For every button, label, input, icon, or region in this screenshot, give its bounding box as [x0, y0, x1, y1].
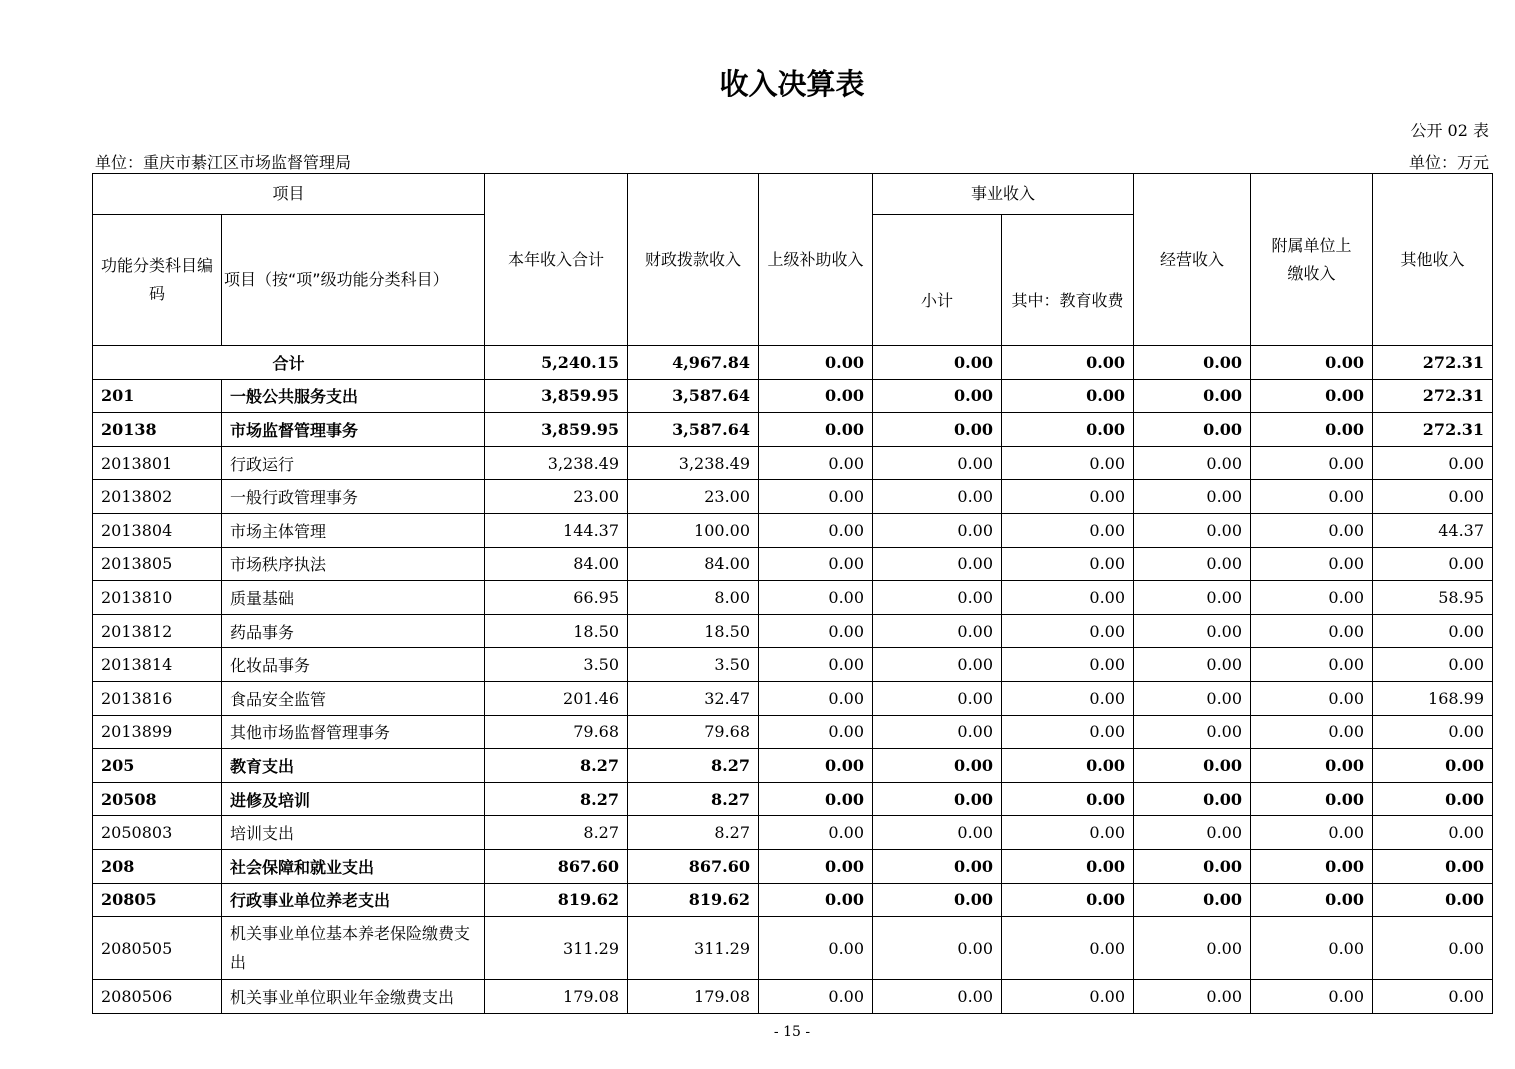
row-value: 32.47	[628, 681, 759, 715]
total-cell: 0.00	[1134, 346, 1251, 380]
row-value: 0.00	[1134, 614, 1251, 648]
row-value: 8.27	[485, 749, 628, 783]
row-name: 其他市场监督管理事务	[222, 715, 485, 749]
header-edu-fee: 其中：教育收费	[1002, 215, 1134, 346]
row-value: 0.00	[873, 980, 1002, 1014]
table-row	[93, 413, 1493, 447]
row-value: 0.00	[1373, 917, 1493, 980]
row-value: 0.00	[1373, 883, 1493, 917]
header-item-group: 项目	[93, 174, 485, 215]
row-value: 0.00	[1002, 980, 1134, 1014]
row-value: 272.31	[1373, 379, 1493, 413]
row-value: 0.00	[1002, 413, 1134, 447]
row-value: 0.00	[759, 980, 873, 1014]
row-value: 0.00	[1134, 513, 1251, 547]
row-value: 0.00	[1002, 379, 1134, 413]
row-value: 0.00	[1251, 446, 1373, 480]
row-value: 0.00	[1373, 715, 1493, 749]
header-superior: 上级补助收入	[759, 174, 873, 346]
row-value: 0.00	[759, 648, 873, 682]
row-value: 0.00	[873, 446, 1002, 480]
row-value: 8.27	[628, 782, 759, 816]
header-name: 项目（按“项”级功能分类科目）	[222, 215, 485, 346]
row-name: 化妆品事务	[222, 648, 485, 682]
row-value: 168.99	[1373, 681, 1493, 715]
row-value: 3,859.95	[485, 379, 628, 413]
total-cell: 272.31	[1373, 346, 1493, 380]
row-value: 0.00	[759, 581, 873, 615]
row-value: 0.00	[1002, 849, 1134, 883]
row-value: 0.00	[1134, 883, 1251, 917]
row-value: 0.00	[1134, 480, 1251, 514]
row-value: 0.00	[1134, 413, 1251, 447]
header-affiliated: 附属单位上缴收入	[1251, 174, 1373, 346]
row-value: 0.00	[873, 480, 1002, 514]
row-value: 0.00	[1134, 816, 1251, 850]
row-value: 3.50	[628, 648, 759, 682]
row-value: 0.00	[1134, 379, 1251, 413]
row-name: 市场主体管理	[222, 513, 485, 547]
total-cell: 0.00	[1002, 346, 1134, 380]
row-code: 2050803	[93, 816, 222, 850]
row-value: 0.00	[1373, 980, 1493, 1014]
row-name: 机关事业单位职业年金缴费支出	[222, 980, 485, 1014]
row-value: 0.00	[873, 379, 1002, 413]
table-row	[93, 816, 1493, 850]
row-value: 23.00	[628, 480, 759, 514]
row-value: 0.00	[1002, 782, 1134, 816]
table-row	[93, 614, 1493, 648]
table-row	[93, 917, 1493, 980]
row-value: 311.29	[628, 917, 759, 980]
row-value: 0.00	[1134, 547, 1251, 581]
total-label: 合计	[93, 346, 485, 380]
row-value: 0.00	[1251, 980, 1373, 1014]
header-fiscal: 财政拨款收入	[628, 174, 759, 346]
row-value: 0.00	[759, 614, 873, 648]
row-name: 教育支出	[222, 749, 485, 783]
row-value: 0.00	[1134, 715, 1251, 749]
row-value: 0.00	[873, 513, 1002, 547]
row-value: 144.37	[485, 513, 628, 547]
row-value: 0.00	[1134, 980, 1251, 1014]
header-subtotal: 小计	[873, 215, 1002, 346]
income-table	[92, 173, 1493, 1014]
row-value: 0.00	[1002, 917, 1134, 980]
row-value: 79.68	[485, 715, 628, 749]
table-row	[93, 513, 1493, 547]
row-value: 23.00	[485, 480, 628, 514]
row-value: 100.00	[628, 513, 759, 547]
header-operating: 经营收入	[1134, 174, 1251, 346]
row-value: 0.00	[1002, 648, 1134, 682]
row-value: 84.00	[485, 547, 628, 581]
row-value: 0.00	[873, 614, 1002, 648]
row-value: 0.00	[1251, 614, 1373, 648]
table-row	[93, 379, 1493, 413]
row-value: 18.50	[628, 614, 759, 648]
row-code: 2013812	[93, 614, 222, 648]
row-code: 2013805	[93, 547, 222, 581]
row-value: 0.00	[873, 547, 1002, 581]
row-value: 179.08	[485, 980, 628, 1014]
row-value: 84.00	[628, 547, 759, 581]
row-code: 2013810	[93, 581, 222, 615]
row-name: 市场监督管理事务	[222, 413, 485, 447]
row-value: 0.00	[759, 715, 873, 749]
row-value: 0.00	[1373, 849, 1493, 883]
row-name: 一般公共服务支出	[222, 379, 485, 413]
row-value: 0.00	[1251, 379, 1373, 413]
row-value: 0.00	[873, 681, 1002, 715]
row-value: 0.00	[873, 782, 1002, 816]
row-code: 201	[93, 379, 222, 413]
row-value: 0.00	[1373, 614, 1493, 648]
row-name: 行政运行	[222, 446, 485, 480]
row-value: 8.27	[485, 816, 628, 850]
row-value: 0.00	[1373, 816, 1493, 850]
row-value: 0.00	[1251, 513, 1373, 547]
row-value: 0.00	[1002, 883, 1134, 917]
row-value: 0.00	[1002, 581, 1134, 615]
page-title: 收入决算表	[719, 67, 865, 101]
row-value: 66.95	[485, 581, 628, 615]
row-value: 8.00	[628, 581, 759, 615]
row-value: 0.00	[759, 883, 873, 917]
row-value: 0.00	[759, 413, 873, 447]
row-value: 0.00	[1373, 782, 1493, 816]
row-value: 0.00	[1251, 782, 1373, 816]
row-value: 179.08	[628, 980, 759, 1014]
row-value: 0.00	[1134, 917, 1251, 980]
row-value: 0.00	[759, 681, 873, 715]
table-row	[93, 581, 1493, 615]
table-row	[93, 446, 1493, 480]
table-row	[93, 749, 1493, 783]
row-value: 58.95	[1373, 581, 1493, 615]
row-value: 0.00	[1373, 547, 1493, 581]
row-value: 3,859.95	[485, 413, 628, 447]
row-code: 2080505	[93, 917, 222, 980]
row-value: 0.00	[873, 648, 1002, 682]
row-value: 272.31	[1373, 413, 1493, 447]
form-number: 公开 02 表	[1410, 121, 1489, 140]
row-value: 0.00	[1251, 648, 1373, 682]
row-code: 2013899	[93, 715, 222, 749]
header-total: 本年收入合计	[485, 174, 628, 346]
total-cell: 0.00	[873, 346, 1002, 380]
row-value: 0.00	[1002, 816, 1134, 850]
row-code: 20805	[93, 883, 222, 917]
row-value: 44.37	[1373, 513, 1493, 547]
row-name: 药品事务	[222, 614, 485, 648]
row-name: 一般行政管理事务	[222, 480, 485, 514]
row-value: 819.62	[485, 883, 628, 917]
row-value: 201.46	[485, 681, 628, 715]
row-value: 0.00	[1373, 749, 1493, 783]
row-value: 0.00	[873, 749, 1002, 783]
row-name: 行政事业单位养老支出	[222, 883, 485, 917]
table-row	[93, 782, 1493, 816]
table-body	[93, 346, 1493, 1014]
row-value: 0.00	[1134, 849, 1251, 883]
row-value: 0.00	[1251, 749, 1373, 783]
row-value: 0.00	[1002, 715, 1134, 749]
row-value: 0.00	[759, 446, 873, 480]
row-value: 0.00	[1002, 547, 1134, 581]
row-value: 0.00	[1134, 782, 1251, 816]
total-row	[93, 346, 1493, 380]
row-value: 0.00	[1134, 648, 1251, 682]
row-value: 0.00	[1251, 480, 1373, 514]
currency-unit: 单位：万元	[1408, 153, 1489, 172]
row-value: 0.00	[1251, 883, 1373, 917]
table-row	[93, 480, 1493, 514]
row-value: 0.00	[759, 547, 873, 581]
total-cell: 4,967.84	[628, 346, 759, 380]
table-row	[93, 715, 1493, 749]
row-value: 0.00	[1134, 581, 1251, 615]
header-code: 功能分类科目编码	[93, 215, 222, 346]
row-value: 8.27	[628, 816, 759, 850]
row-value: 0.00	[759, 816, 873, 850]
row-value: 3.50	[485, 648, 628, 682]
row-code: 2013804	[93, 513, 222, 547]
row-code: 20508	[93, 782, 222, 816]
row-value: 0.00	[873, 816, 1002, 850]
row-value: 0.00	[873, 917, 1002, 980]
row-code: 2013814	[93, 648, 222, 682]
row-value: 79.68	[628, 715, 759, 749]
row-value: 8.27	[628, 749, 759, 783]
row-value: 0.00	[1251, 681, 1373, 715]
row-code: 2080506	[93, 980, 222, 1014]
row-value: 0.00	[1251, 816, 1373, 850]
row-value: 0.00	[759, 379, 873, 413]
row-value: 311.29	[485, 917, 628, 980]
row-value: 0.00	[873, 413, 1002, 447]
row-name: 食品安全监管	[222, 681, 485, 715]
row-value: 0.00	[1251, 715, 1373, 749]
row-value: 0.00	[759, 513, 873, 547]
row-code: 208	[93, 849, 222, 883]
row-value: 0.00	[1002, 480, 1134, 514]
row-value: 3,238.49	[628, 446, 759, 480]
header-business-group: 事业收入	[873, 174, 1134, 215]
row-value: 0.00	[1251, 849, 1373, 883]
table-row	[93, 681, 1493, 715]
row-value: 0.00	[759, 849, 873, 883]
row-value: 0.00	[1002, 513, 1134, 547]
page-number: - 15 -	[773, 1024, 811, 1040]
header-other: 其他收入	[1373, 174, 1493, 346]
reporting-unit: 单位：重庆市綦江区市场监督管理局	[95, 153, 352, 172]
row-value: 0.00	[759, 782, 873, 816]
row-value: 0.00	[1134, 681, 1251, 715]
row-value: 0.00	[1373, 480, 1493, 514]
row-value: 0.00	[1251, 413, 1373, 447]
row-code: 2013801	[93, 446, 222, 480]
row-value: 18.50	[485, 614, 628, 648]
table-row	[93, 849, 1493, 883]
row-value: 0.00	[1002, 614, 1134, 648]
row-value: 0.00	[873, 849, 1002, 883]
row-value: 0.00	[1251, 547, 1373, 581]
row-name: 机关事业单位基本养老保险缴费支出	[222, 917, 485, 980]
row-value: 0.00	[873, 715, 1002, 749]
row-name: 进修及培训	[222, 782, 485, 816]
row-value: 0.00	[759, 749, 873, 783]
row-code: 2013802	[93, 480, 222, 514]
row-name: 社会保障和就业支出	[222, 849, 485, 883]
table-row	[93, 883, 1493, 917]
row-value: 3,587.64	[628, 413, 759, 447]
row-name: 质量基础	[222, 581, 485, 615]
row-code: 205	[93, 749, 222, 783]
total-cell: 5,240.15	[485, 346, 628, 380]
row-name: 市场秩序执法	[222, 547, 485, 581]
row-value: 0.00	[1251, 581, 1373, 615]
row-value: 0.00	[759, 480, 873, 514]
row-value: 0.00	[759, 917, 873, 980]
row-value: 819.62	[628, 883, 759, 917]
row-value: 0.00	[1002, 681, 1134, 715]
row-code: 2013816	[93, 681, 222, 715]
row-value: 0.00	[1373, 648, 1493, 682]
row-value: 0.00	[1002, 749, 1134, 783]
row-value: 3,587.64	[628, 379, 759, 413]
table-row	[93, 547, 1493, 581]
row-value: 0.00	[1373, 446, 1493, 480]
total-cell: 0.00	[759, 346, 873, 380]
row-code: 20138	[93, 413, 222, 447]
row-value: 0.00	[1134, 446, 1251, 480]
row-value: 0.00	[873, 883, 1002, 917]
table-row	[93, 648, 1493, 682]
row-value: 3,238.49	[485, 446, 628, 480]
table-row	[93, 980, 1493, 1014]
row-value: 0.00	[1002, 446, 1134, 480]
row-value: 867.60	[628, 849, 759, 883]
row-name: 培训支出	[222, 816, 485, 850]
row-value: 8.27	[485, 782, 628, 816]
total-cell: 0.00	[1251, 346, 1373, 380]
row-value: 0.00	[1251, 917, 1373, 980]
row-value: 867.60	[485, 849, 628, 883]
row-value: 0.00	[1134, 749, 1251, 783]
row-value: 0.00	[873, 581, 1002, 615]
